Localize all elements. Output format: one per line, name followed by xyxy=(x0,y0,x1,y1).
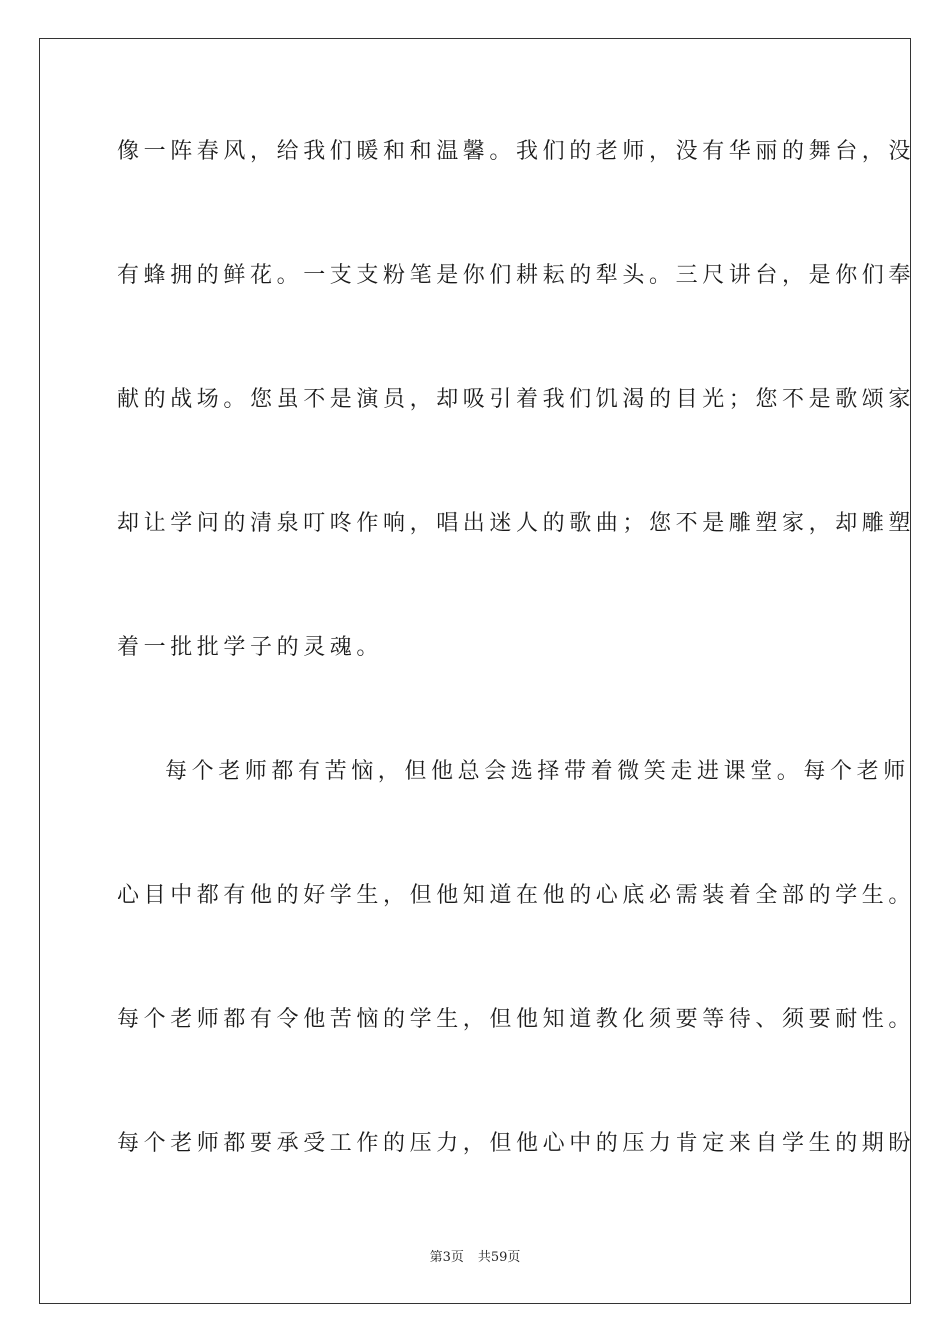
text-line-3: 献的战场。您虽不是演员，却吸引着我们饥渴的目光；您不是歌颂家 xyxy=(117,387,916,412)
text-line-1: 像一阵春风，给我们暖和和温馨。我们的老师，没有华丽的舞台，没 xyxy=(117,139,916,164)
text-line-2: 有蜂拥的鲜花。一支支粉笔是你们耕耘的犁头。三尺讲台，是你们奉 xyxy=(117,263,916,288)
text-line-7: 心目中都有他的好学生，但他知道在他的心底必需装着全部的学生。 xyxy=(117,883,916,908)
page-number: 第3页 xyxy=(429,1250,464,1265)
text-line-8: 每个老师都有令他苦恼的学生，但他知道教化须要等待、须要耐性。 xyxy=(117,1007,916,1032)
text-line-9: 每个老师都要承受工作的压力，但他心中的压力肯定来自学生的期盼 xyxy=(117,1131,916,1156)
page-total: 共59页 xyxy=(477,1250,521,1265)
page-footer xyxy=(0,1246,950,1265)
text-line-6: 每个老师都有苦恼，但他总会选择带着微笑走进课堂。每个老师 xyxy=(165,759,910,784)
text-line-4: 却让学问的清泉叮咚作响，唱出迷人的歌曲；您不是雕塑家，却雕塑 xyxy=(117,511,916,536)
text-line-5: 着一批批学子的灵魂。 xyxy=(117,635,384,660)
page-frame xyxy=(39,38,916,1304)
